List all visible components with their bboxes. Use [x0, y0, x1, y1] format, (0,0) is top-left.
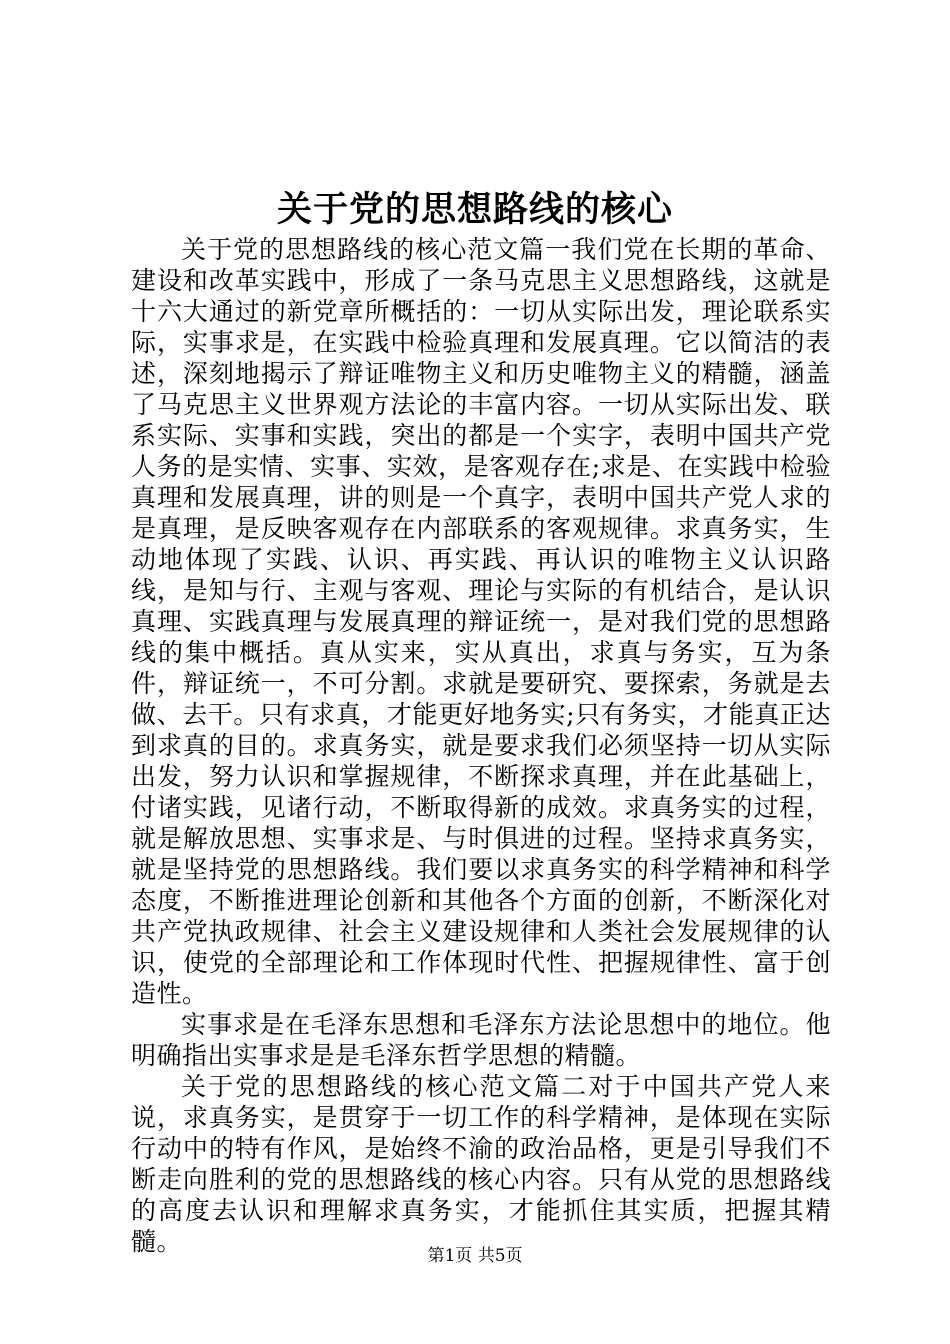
paragraph-3: 关于党的思想路线的核心范文篇二对于中国共产党人来说，求真务实，是贯穿于一切工作的科学精神，是体现在实际行动中的特有作风，是始终不渝的政治品格，更是引导我们不断走向胜利的党的思想路线的核心内容。只有从党的思想路线的高度去认识和理解求真务实，才能抓住其实质，把握其精髓。	[131, 1072, 831, 1256]
page-number-footer: 第1页 共5页	[427, 1246, 523, 1266]
document-body	[131, 234, 831, 1257]
paragraph-2: 实事求是在毛泽东思想和毛泽东方法论思想中的地位。他明确指出实事求是是毛泽东哲学思想的精髓。	[131, 1010, 831, 1070]
paragraph-1: 关于党的思想路线的核心范文篇一我们党在长期的革命、建设和改革实践中，形成了一条马克思主义思想路线，这就是十六大通过的新党章所概括的：一切从实际出发，理论联系实际，实事求是，在实践中检验真理和发展真理。它以简洁的表述，深刻地揭示了辩证唯物主义和历史唯物主义的精髓，涵盖了马克思主义世界观方法论的丰富内容。一切从实际出发、联系实际、实事和实践，突出的都是一个实字，表明中国共产党人务的是实情、实事、实效，是客观存在;求是、在实践中检验真理和发展真理，讲的则是一个真字，表明中国共产党人求的是真理，是反映客观存在内部联系的客观规律。求真务实，生动地体现了实践、认识、再实践、再认识的唯物主义认识路线，是知与行、主观与客观、理论与实际的有机结合，是认识真理、实践真理与发展真理的辩证统一，是对我们党的思想路线的集中概括。真从实来，实从真出，求真与务实，互为条件，辩证统一，不可分割。求就是要研究、要探索，务就是去做、去干。只有求真，才能更好地务实;只有务实，才能真正达到求真的目的。求真务实，就是要求我们必须坚持一切从实际出发，努力认识和掌握规律，不断探求真理，并在此基础上，付诸实践，见诸行动，不断取得新的成效。求真务实的过程，就是解放思想、实事求是、与时俱进的过程。坚持求真务实，就是坚持党的思想路线。我们要以求真务实的科学精神和科学态度，不断推进理论创新和其他各个方面的创新，不断深化对共产党执政规律、社会主义建设规律和人类社会发展规律的认识，使党的全部理论和工作体现时代性、把握规律性、富于创造性。	[131, 235, 831, 1008]
page-title: 关于党的思想路线的核心	[276, 189, 673, 230]
